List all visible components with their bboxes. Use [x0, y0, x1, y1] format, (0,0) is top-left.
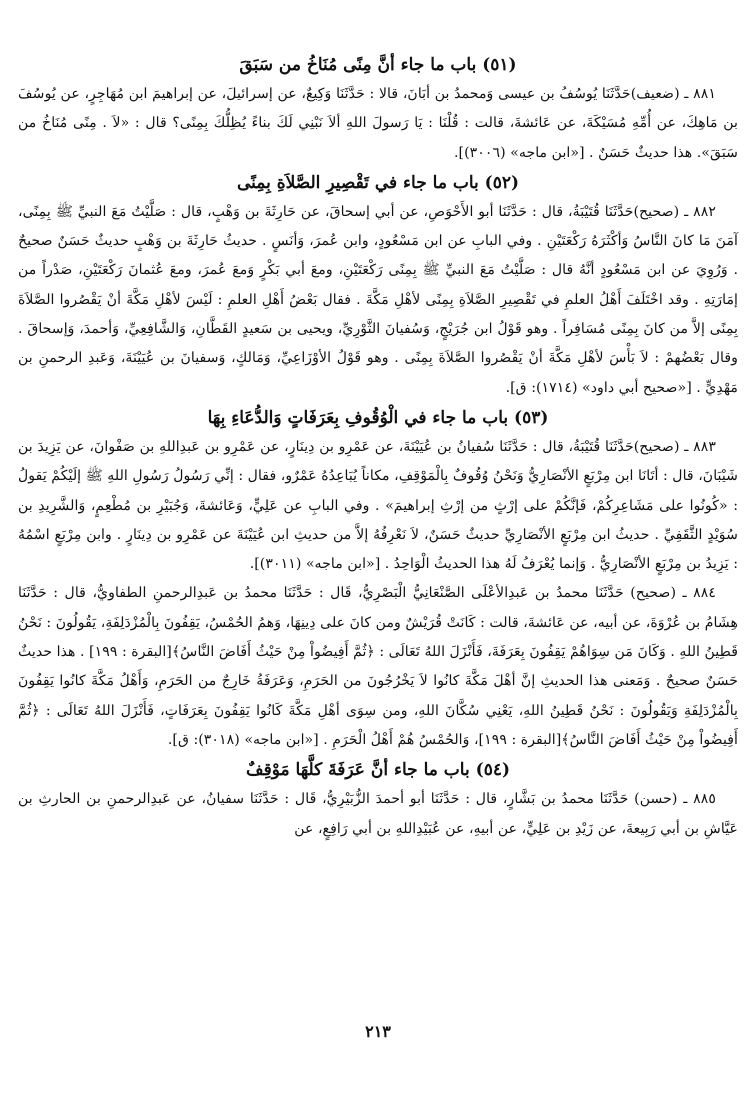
- hadith-paragraph: ٨٨٣ ـ (صحيح)حَدَّثَنَا قُتَيْبَةُ، قال : حَدَّثَنَا سُفيانُ بن عُيَيْنَةَ، عن عَمْرِو بن دِينَارٍ، عن عَمْرِو بن عَبدِاللهِ بن صَفْوانَ، عن يَزِيدَ بن شَيْبَانَ، قال : أتَانَا ابن مِرْبَعٍ الأنْصَارِيُّ وَنَحْنُ وُقُوفٌ بِالْمَوْقِفِ، مكاناً يُبَاعِدُهُ عَمْرٌو، فقال : إنِّي رَسُولُ رَسُولِ اللهِ ﷺ إلَيْكُمْ يَقولُ : «كُونُوا على مَشَاعِرِكُمْ، فَإنَّكُمْ على إرْثٍ من إرْثِ إبراهيمَ» . وفي البابِ عن عَلِيٍّ، وَعَائشةَ، وَجُبَيْرِ بن مُطْعِمٍ، وَالشَّرِيدِ بن سُوَيْدٍ الثَّقَفِيِّ . حديثُ ابن مِرْبَعٍ الأنْصَارِيِّ حديثٌ حَسَنٌ، لاَ نَعْرِفُهُ إلاَّ من حديثِ ابن عُيَيْنَةَ عن عَمْرِو بن دِينَارٍ . وابن مِرْبَعٍ اسْمُهُ : يَزِيدُ بن مِرْبَعٍ الأنْصَارِيُّ . وَإنما يُعْرَفُ لَهُ هذا الحديثُ الْوَاحِدُ . [«ابن ماجه» (٣٠١١)].: [18, 438, 738, 573]
- hadith-paragraph: ٨٨٥ ـ (حسن) حَدَّثَنَا محمدُ بن بَشَّارٍ، قال : حَدَّثَنَا أبو أحمدَ الزُّبَيْرِيُّ، قَال : حَدَّثَنَا سفيانُ، عن عَبدِالرحمنِ بن الحارثِ بن عَيَّاشِ بن أبي رَبِيعةَ، عن زَيْدِ بن عَلِيٍّ، عن أبيهِ، عن عُبَيْدِاللهِ بن أبي رَافِعٍ، عن: [18, 791, 738, 837]
- section-heading: (٥٤) باب ما جاء أنَّ عَرَفَةَ كلَّهَا مَوْقِفٌ: [246, 760, 510, 781]
- section-heading: (٥٣) باب ما جاء في الْوُقُوفِ بِعَرَفَاتٍ وَالدُّعَاءِ بِهَا: [207, 407, 549, 428]
- section-heading: (٥١) باب ما جاء أنَّ مِنًى مُنَاخُ من سَبَقَ: [239, 55, 517, 75]
- hadith-paragraph: ٨٨١ ـ (ضعيف)حَدَّثَنَا يُوسُفُ بن عيسى وَمحمدُ بن أبَانَ، قالا : حَدَّثَنَا وَكِيعٌ، عن إسرائيلَ، عن إبراهيمَ ابن مُهَاجِرٍ، عن يُوسُفَ بن مَاهِكَ، عن أُمِّهِ مُسَيْكَةَ، عن عَائشةَ، قالت : قُلْنَا : يَا رَسولَ اللهِ ألاَ نَبْنِي لَكَ بناءً يُظِلُّكَ بِمِنًى؟ قال : «لاَ . مِنًى مُنَاخُ من سَبَقَ». هذا حديثٌ حَسَنٌ . [«ابن ماجه» (٣٠٠٦)].: [18, 86, 738, 161]
- page-number: ٢١٣: [365, 1022, 391, 1041]
- book-page: [18, 50, 738, 844]
- section-heading: (٥٢) باب ما جاء في تَقْصِيرِ الصَّلاَةِ بِمِنًى: [236, 172, 520, 193]
- hadith-paragraph: ٨٨٢ ـ (صحيح)حَدَّثَنَا قُتَيْبَةُ، قال : حَدَّثَنَا أبو الأَحْوَصِ، عن أبي إسحاقَ، عن حَارِثَةَ بن وَهْبٍ، قال : صَلَّيْتُ مَعَ النبيِّ ﷺ بِمِنًى، آمَنَ مَا كانَ النَّاسُ وَأكْثَرَهُ رَكْعَتَيْنِ . وفي البابِ عن ابن مَسْعُودٍ، وابن عُمرَ، وَأنَسٍ . حديثُ حَارِثَةَ بن وَهْبٍ حديثٌ حَسَنٌ صحيحٌ . وَرُوِيَ عن ابن مَسْعُودٍ أنَّهُ قال : صَلَّيْتُ مَعَ النبيِّ ﷺ بِمِنًى رَكْعَتَيْنِ، ومعَ أبي بَكْرٍ وَمعَ عُمرَ، ومعَ عُثمانَ رَكْعَتَيْنِ، صَدْراً من إمَارَتِهِ . وقد اخْتَلَفَ أَهْلُ العلمِ في تَقْصِيرِ الصَّلاَةِ بِمِنًى لأهْلِ مَكَّةَ . فقال بَعْضُ أَهْلِ العلمِ : لَيْسَ لأهْلِ مَكَّةَ أنْ يَقْصُروا الصَّلاَةَ بِمِنًى إلاَّ من كانَ بِمِنًى مُسَافِراً . وهو قَوْلُ ابن جُرَيْجٍ، وَسُفيانَ الثَّوْرِيِّ، ويحيى بن سَعيدٍ القَطَّانِ، وَالشَّافِعِيِّ، وَأحمدَ، وَإسحاقَ . وقال بَعْضُهمْ : لاَ بَأْسَ لأهْلِ مَكَّةَ أنْ يَقْصُروا الصَّلاَةَ بِمِنًى . وهو قَوْلُ الأوْزَاعِيِّ، وَمَالكٍ، وَسفيانَ بن عُيَيْنَةَ، وَعَبدِ الرحمنِ بن مَهْدِيٍّ . [«صحيح أبي داود» (١٧١٤): ق].: [18, 203, 738, 396]
- hadith-paragraph: ٨٨٤ ـ (صحيح) حَدَّثَنَا محمدُ بن عَبدِالأعْلَى الصَّنْعَانِيُّ الْبَصْرِيُّ، قَال : حَدَّثَنَا محمدُ بن عَبدِالرحمنِ الطفاويُّ، قال : حَدَّثَنَا هِشَامُ بن عُرْوَةَ، عن أبيه، عن عَائشةَ، قالت : كَانَتْ قُرَيْشٌ ومن كانَ على دِينِهَا، وَهمُ الحُمْسُ، يَقِفُونَ بِالْمُزْدَلِفَةِ، يَقُولُونَ : نَحْنُ قَطِينُ اللهِ . وَكَانَ مَن سِوَاهُمْ يَقِفُونَ بِعَرَفَةَ، فَأَنْزَلَ اللهُ تَعَالَى : ﴿ثُمَّ أَفِيضُواْ مِنْ حَيْثُ أَفَاضَ النَّاسُ﴾[البقرة : ١٩٩] . هذا حديثٌ حَسَنٌ صحيحٌ . وَمَعنى هذا الحديثِ إنَّ أهْلَ مَكَّةَ كانُوا لاَ يَخْرُجُونَ من الحَرَمِ، وَعَرَفَةُ خَارِجٌ من الحَرَمِ، وَأَهْلُ مَكَّةَ كانُوا يَقِفُونَ بِالْمُزْدَلِفَةِ وَيَقُولُونَ : نَحْنُ قَطِينُ اللهِ، يَعْنِي سُكَّانَ اللهِ، ومن سِوَى أهْلِ مَكَّةَ كَانُوا يَقِفُونَ بِعَرَفَاتٍ، فَأَنْزَلَ اللهُ تَعَالَى : ﴿ثُمَّ أَفِيضُواْ مِنْ حَيْثُ أَفَاضَ النَّاسُ﴾[البقرة : ١٩٩]، وَالحُمْسُ هُمْ أَهْلُ الْحَرَمِ . [«ابن ماجه» (٣٠١٨): ق].: [18, 585, 738, 748]
